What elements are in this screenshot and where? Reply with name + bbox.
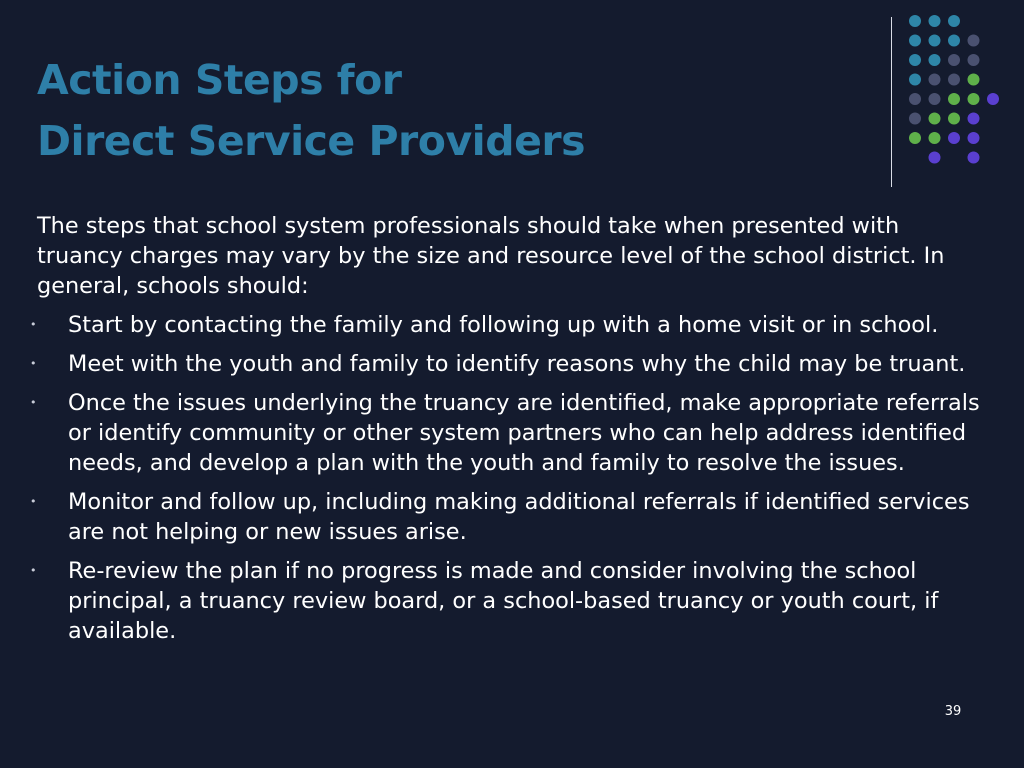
decorative-dot bbox=[929, 15, 941, 27]
decorative-dot bbox=[948, 54, 960, 66]
decorative-dot bbox=[987, 93, 999, 105]
decorative-dot bbox=[948, 15, 960, 27]
intro-paragraph: The steps that school system professionals should take when presented with truancy charges may vary by the size and resource level of the school district. In general, schools should: bbox=[37, 213, 945, 299]
decorative-dot bbox=[948, 132, 960, 144]
action-steps-list bbox=[37, 310, 982, 646]
decorative-dot bbox=[929, 54, 941, 66]
decorative-dot bbox=[929, 152, 941, 164]
decorative-dot bbox=[948, 113, 960, 125]
list-item: • Once the issues underlying the truancy are identified, make appropriate referrals or identify community or other system partners who can help address identified needs, and develop a plan with the youth and family to resolve the issues. bbox=[37, 388, 982, 478]
list-item: • Start by contacting the family and following up with a home visit or in school. bbox=[37, 310, 982, 340]
slide-title bbox=[37, 50, 857, 172]
vertical-divider bbox=[891, 17, 892, 187]
decorative-dot bbox=[909, 54, 921, 66]
slide-title-line-2: Direct Service Providers bbox=[37, 117, 586, 165]
decorative-dot bbox=[968, 113, 980, 125]
decorative-dot bbox=[968, 132, 980, 144]
decorative-dot bbox=[929, 35, 941, 47]
list-item: • Re-review the plan if no progress is made and consider involving the school principal, a truancy review board, or a school-based truancy or youth court, if available. bbox=[37, 556, 982, 646]
list-item: • Monitor and follow up, including making additional referrals if identified services are not helping or new issues arise. bbox=[37, 487, 982, 547]
decorative-dot bbox=[948, 93, 960, 105]
decorative-dot bbox=[909, 93, 921, 105]
slide-number: 39 bbox=[944, 704, 962, 719]
decorative-dot bbox=[948, 35, 960, 47]
slide-body bbox=[37, 211, 982, 646]
decorative-dot bbox=[929, 132, 941, 144]
decorative-dot bbox=[968, 152, 980, 164]
decorative-dot bbox=[909, 113, 921, 125]
slide-title-line-1: Action Steps for bbox=[37, 56, 402, 104]
decorative-dot bbox=[909, 132, 921, 144]
decorative-dot bbox=[929, 113, 941, 125]
decorative-dot bbox=[968, 74, 980, 86]
decorative-dot bbox=[909, 35, 921, 47]
decorative-dot bbox=[929, 74, 941, 86]
decorative-dot bbox=[909, 74, 921, 86]
list-item: • Meet with the youth and family to identify reasons why the child may be truant. bbox=[37, 349, 982, 379]
decorative-dot-grid bbox=[905, 11, 1005, 171]
decorative-dot bbox=[948, 74, 960, 86]
decorative-dot bbox=[968, 35, 980, 47]
decorative-dot bbox=[968, 54, 980, 66]
decorative-dot bbox=[909, 15, 921, 27]
decorative-dot bbox=[929, 93, 941, 105]
decorative-dot bbox=[968, 93, 980, 105]
